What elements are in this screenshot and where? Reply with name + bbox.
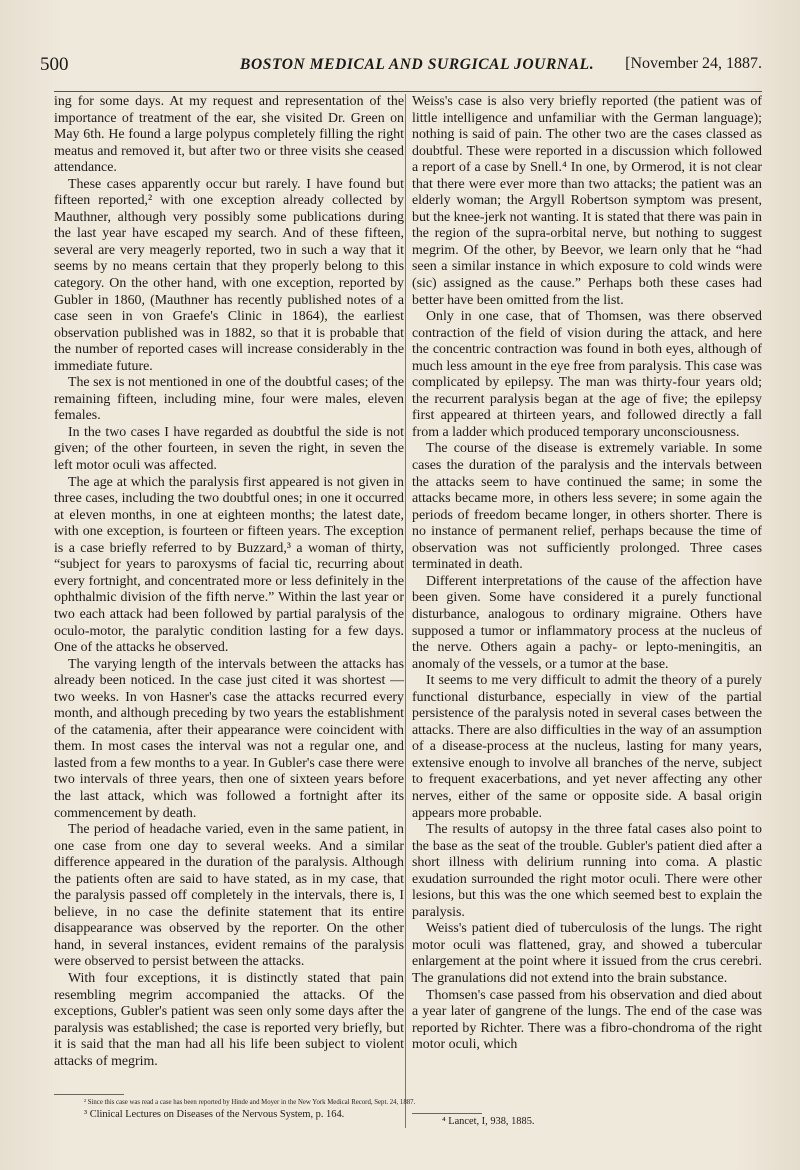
footnotes-left [54, 1097, 416, 1121]
issue-date: [November 24, 1887. [625, 55, 762, 72]
paragraph: The varying length of the intervals between the attacks has already been noticed. In the case just cited it was shortest — two weeks. In von Hasner's case the attacks recurred every month, and although preceding by two years the establishment of the catamenia, after their appearance were coincident with them. In most cases the interval was not a regular one, and lasted from a few months to a year. In Gubler's case there were two intervals of three years, then one of sixteen years before the last attack, which was followed a fortnight after its commencement by death. [54, 656, 404, 821]
footnote-rule-right [412, 1113, 482, 1114]
paragraph: The age at which the paralysis first appeared is not given in three cases, including the two doubtful ones; in one it occurred at eleven months, in one at eighteen months; the latest date, with one exception, is fourteen or fifteen years. The exception is a case briefly referred to by Buzzard,³ a woman of thirty, “subject for years to paroxysms of facial tic, recurring about every fortnight, and concentrated more or less definitely in the ophthalmic division of the fifth nerve.” Within the last year or two each attack had been followed by partial paralysis of the oculo-motor, the paralytic condition lasting for a few days. One of the attacks he observed. [54, 474, 404, 656]
paragraph: Thomsen's case passed from his observation and died about a year later of gangrene of the lungs. The end of the case was reported by Richter. There was a fibro-chondroma of the right motor oculi, which [412, 987, 762, 1053]
paragraph: The period of headache varied, even in the same patient, in one case from one day to several weeks. And a similar difference appeared in the duration of the paralysis. Although the patients often are said to have stated, as in my case, that the paralysis passed off completely in the intervals, there is, I believe, in no case the definite statement that its entire disappearance was observed by the reporter. On the other hand, in several instances, evident remains of the paralysis were observed to persist between the attacks. [54, 822, 404, 970]
paragraph: Different interpretations of the cause of the affection have been given. Some have considered it a purely functional disturbance, analogous to ordinary migraine. Others have supposed a tumor or inflammatory process at the nucleus of the nerve. Others again a pachy- or lepto-meningitis, an anomaly of the vessels, or a tumor at the base. [412, 573, 762, 672]
footnotes-right [412, 1116, 762, 1128]
paragraph: The results of autopsy in the three fatal cases also point to the base as the seat of the trouble. Gubler's patient died after a short illness with delirium running into coma. A plastic exudation surrounded the right motor oculi. There were other lesions, but this was the one which seemed best to explain the paralysis. [412, 822, 762, 920]
paragraph: Weiss's case is also very briefly reported (the patient was of little intelligence and unfamiliar with the German language); nothing is said of pain. The other two are the cases classed as doubtful. These were reported in a discussion which followed a report of a case by Snell.⁴ In one, by Ormerod, it is not clear that there were ever more than two attacks; the patient was an elderly woman; the Argyll Robertson symptom was present, but the knee-jerk not wanting. It is stated that there was pain in the region of the supra-orbital nerve, but nothing to suggest megrim. Of the other, by Beevor, we learn only that he “had seen a similar instance in which exposure to cold winds were (sic) assigned as the cause.” Perhaps both these cases had better have been omitted from the list. [412, 94, 762, 308]
running-header [40, 54, 762, 84]
paragraph: Weiss's patient died of tuberculosis of the lungs. The right motor oculi was flattened, gray, and showed a tubercular enlargement at the point where it issued from the crus cerebri. The granulations did not extend into the brain substance. [412, 921, 762, 986]
footnote: ³ Clinical Lectures on Diseases of the Nervous System, p. 164. [84, 1109, 345, 1120]
paragraph: With four exceptions, it is distinctly stated that pain resembling megrim accompanied the attacks. Of the exceptions, Gubler's patient was seen only some days after the paralysis was established; the case is reported very briefly, but it is said that the man had all his life been subject to violent attacks of megrim. [54, 970, 404, 1069]
page-number: 500 [40, 54, 69, 75]
right-column [412, 94, 762, 1054]
footnote-rule-left [54, 1094, 124, 1095]
paragraph: The course of the disease is extremely variable. In some cases the duration of the paralysis and the intervals between the attacks seem to have continued the same; in some the attacks became more, in others less severe; in some again the periods of freedom became longer, in others shorter. There is no instance of permanent relief, perhaps because the time of observation was not sufficiently prolonged. Three cases terminated in death. [412, 441, 762, 573]
paragraph: The sex is not mentioned in one of the doubtful cases; of the remaining fifteen, including mine, four were males, eleven females. [54, 375, 404, 424]
header-rule [54, 91, 762, 92]
column-divider [405, 94, 406, 1128]
left-column [54, 94, 404, 1070]
paragraph: It seems to me very difficult to admit the theory of a purely functional disturbance, especially in view of the partial persistence of the paralysis noted in several cases between the attacks. There are also difficulties in the way of an assumption of a disease-process at the nucleus, lasting for many years, extensive enough to involve all branches of the nerve, subject to frequent exacerbations, and yet never affecting any other nerves, either of the same or opposite side. A basal origin appears more probable. [412, 673, 762, 821]
paragraph: ing for some days. At my request and representation of the importance of treatment of the ear, she visited Dr. Green on May 6th. He found a large polypus completely filling the right meatus and removed it, but after two or three visits she ceased attendance. [54, 94, 404, 176]
footnote: ² Since this case was read a case has been reported by Hinde and Moyer in the New York Medical Record, Sept. 24, 1887. [84, 1099, 416, 1106]
journal-title: BOSTON MEDICAL AND SURGICAL JOURNAL. [240, 56, 595, 73]
paragraph: Only in one case, that of Thomsen, was there observed contraction of the field of vision during the attack, and here the concentric contraction was found in both eyes, although of much less amount in the eye free from paralysis. This case was complicated by epilepsy. The man was thirty-four years old; the recurrent paralysis began at the age of five; the epilepsy first appeared at thirteen years, and followed directly a fall from a ladder which produced temporary unconsciousness. [412, 309, 762, 440]
paragraph: These cases apparently occur but rarely. I have found but fifteen reported,² with one exception already collected by Mauthner, although very possibly some publications during the last year have escaped my search. And of these fifteen, several are very meagerly reported, two in such a way that it seems by no means certain that they properly belong to this category. On the other hand, with one exception, reported by Gubler in 1860, (Mauthner has recently published notes of a case seen in von Graefe's Clinic in 1864), the earliest observation published was in 1882, so that it is probable that the number of reported cases will increase considerably in the immediate future. [54, 176, 404, 374]
footnote: ⁴ Lancet, I, 938, 1885. [442, 1116, 535, 1127]
paragraph: In the two cases I have regarded as doubtful the side is not given; of the other fourteen, in seven the right, in seven the left motor oculi was affected. [54, 424, 404, 474]
